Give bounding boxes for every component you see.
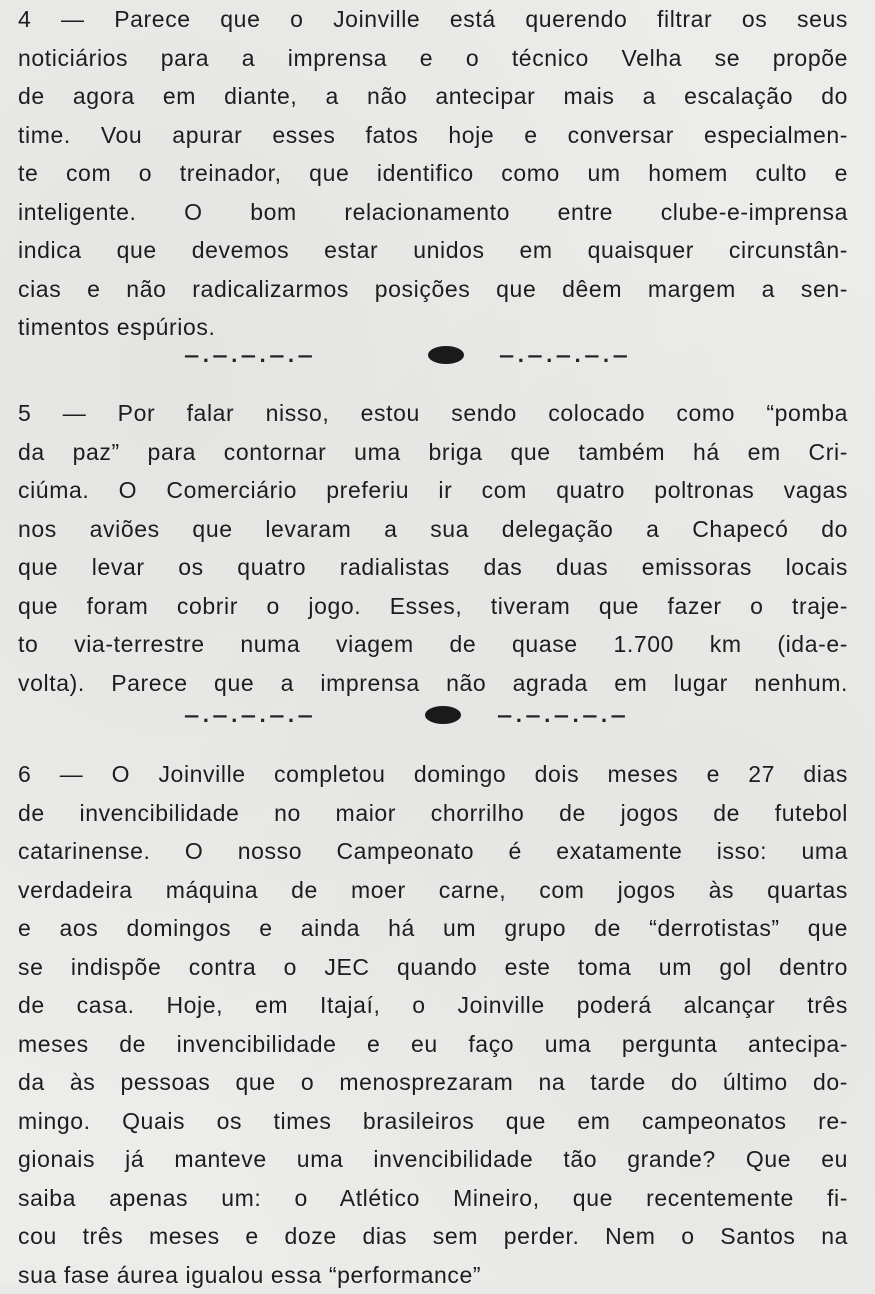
text-line: 4 — Parece que o Joinville está querendo filtrar os seus bbox=[18, 0, 848, 39]
text-line: inteligente. O bom relacionamento entre clube-e-imprensa bbox=[18, 193, 848, 232]
text-line: meses de invencibilidade e eu faço uma pergunta antecipa- bbox=[18, 1025, 848, 1064]
text-line: de casa. Hoje, em Itajaí, o Joinville poderá alcançar três bbox=[18, 986, 848, 1025]
text-line: ciúma. O Comerciário preferiu ir com quatro poltronas vagas bbox=[18, 471, 848, 510]
text-line: cias e não radicalizarmos posições que dêem margem a sen- bbox=[18, 270, 848, 309]
text-line: saiba apenas um: o Atlético Mineiro, que recentemente fi- bbox=[18, 1179, 848, 1218]
text-line: noticiários para a imprensa e o técnico Velha se propõe bbox=[18, 39, 848, 78]
text-line: time. Vou apurar esses fatos hoje e conversar especialmen- bbox=[18, 116, 848, 155]
text-line: te com o treinador, que identifico como um homem culto e bbox=[18, 154, 848, 193]
text-line: de agora em diante, a não antecipar mais a escalação do bbox=[18, 77, 848, 116]
text-line: to via-terrestre numa viagem de quase 1.700 km (ida-e- bbox=[18, 625, 848, 664]
text-line: gionais já manteve uma invencibilidade tão grande? Que eu bbox=[18, 1140, 848, 1179]
text-line: timentos espúrios. bbox=[18, 308, 848, 347]
text-line: mingo. Quais os times brasileiros que em campeonatos re- bbox=[18, 1102, 848, 1141]
text-line: que levar os quatro radialistas das duas emissoras locais bbox=[18, 548, 848, 587]
text-line: cou três meses e doze dias sem perder. Nem o Santos na bbox=[18, 1217, 848, 1256]
paragraph-6 bbox=[18, 755, 848, 1294]
text-line: e aos domingos e ainda há um grupo de “derrotistas” que bbox=[18, 909, 848, 948]
text-line: da paz” para contornar uma briga que também há em Cri- bbox=[18, 433, 848, 472]
text-line: nos aviões que levaram a sua delegação a Chapecó do bbox=[18, 510, 848, 549]
text-line: se indispõe contra o JEC quando este toma um gol dentro bbox=[18, 948, 848, 987]
ink-blot-ornament bbox=[425, 706, 461, 724]
text-line: indica que devemos estar unidos em quaisquer circunstân- bbox=[18, 231, 848, 270]
paragraph-5 bbox=[18, 394, 848, 702]
text-line: que foram cobrir o jogo. Esses, tiveram que fazer o traje- bbox=[18, 587, 848, 626]
text-line: volta). Parece que a imprensa não agrada em lugar nenhum. bbox=[18, 664, 848, 703]
text-line: sua fase áurea igualou essa “performance” bbox=[18, 1256, 848, 1294]
separator-dashes-right: —.—.—.—.— bbox=[500, 344, 628, 369]
separator-dashes-left: —.—.—.—.— bbox=[185, 344, 313, 369]
text-line: verdadeira máquina de moer carne, com jogos às quartas bbox=[18, 871, 848, 910]
text-line: da às pessoas que o menosprezaram na tarde do último do- bbox=[18, 1063, 848, 1102]
paragraph-4 bbox=[18, 0, 848, 347]
text-line: 6 — O Joinville completou domingo dois meses e 27 dias bbox=[18, 755, 848, 794]
ink-blot-ornament bbox=[428, 346, 464, 364]
text-line: catarinense. O nosso Campeonato é exatamente isso: uma bbox=[18, 832, 848, 871]
section-separator bbox=[0, 340, 875, 370]
separator-dashes-left: —.—.—.—.— bbox=[185, 704, 313, 729]
text-line: de invencibilidade no maior chorrilho de jogos de futebol bbox=[18, 794, 848, 833]
text-line: 5 — Por falar nisso, estou sendo colocado como “pomba bbox=[18, 394, 848, 433]
section-separator bbox=[0, 700, 875, 730]
separator-dashes-right: —.—.—.—.— bbox=[498, 704, 626, 729]
